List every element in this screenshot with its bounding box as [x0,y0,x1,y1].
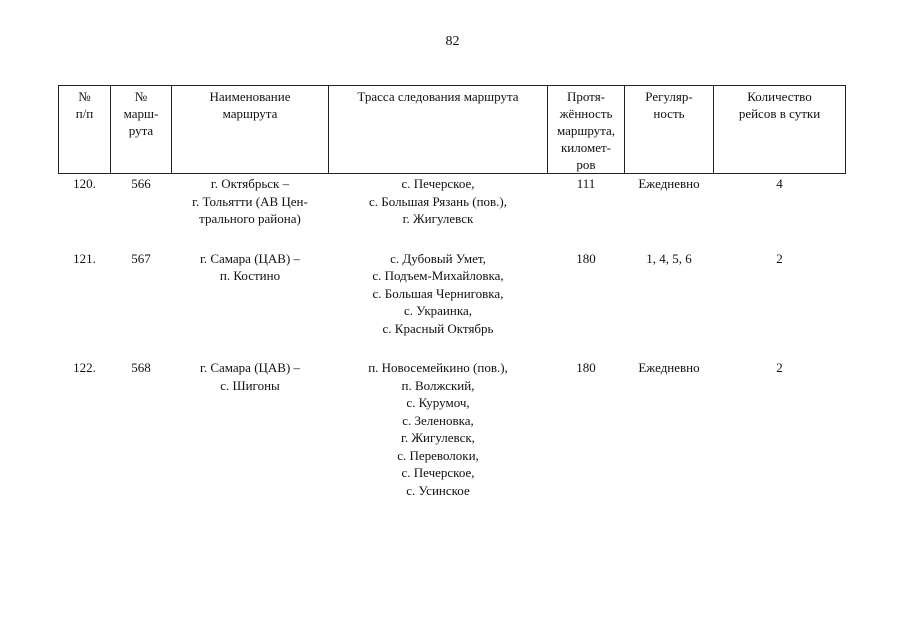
text-line: г. Тольятти (АВ Цен- [192,193,308,209]
row-route-name [172,249,329,359]
text-line: № [134,89,148,104]
header-regularity [625,86,714,174]
text-line: трального района) [199,211,301,226]
table-row [59,358,846,499]
text-line: с. Большая Рязань (пов.), [369,193,507,209]
row-route-path [329,174,548,249]
header-pp [59,86,111,174]
text-line: Трасса следования маршрута [357,89,519,104]
text-line: ность [653,106,685,121]
row-route-name [172,174,329,249]
row-route-name [172,358,329,499]
header-trips-per-day [714,86,846,174]
text-line: г. Октябрьск – [210,176,290,191]
header-route-length [548,86,625,174]
text-line: Наименование [209,89,291,104]
text-line: с. Шигоны [220,377,280,393]
text-line: Количество [747,89,812,104]
page-number: 82 [445,34,460,49]
row-pp: 121. [73,250,96,266]
table-header-row [59,86,846,174]
text-line: с. Подъем-Михайловка, [372,268,504,283]
row-route-length: 180 [576,360,596,375]
text-line: г. Жигулевск [402,211,474,226]
text-line: с. Печерское, [401,465,475,480]
header-route-name [172,86,329,174]
text-line: п/п [75,106,94,121]
row-pp: 122. [73,360,96,375]
text-line: с. Дубовый Умет, [390,250,486,266]
row-regularity: Ежедневно [638,360,700,375]
text-line: с. Усинское [406,482,470,498]
row-regularity: 1, 4, 5, 6 [646,250,692,266]
text-line: километ- [560,140,612,155]
text-line: г. Самара (ЦАВ) – [199,250,301,266]
text-line: п. Костино [219,268,281,283]
row-route-number: 567 [131,250,151,266]
text-line: маршрута [222,106,278,121]
text-line: с. Большая Черниговка, [372,285,504,301]
text-line: марш- [123,106,159,121]
row-route-length: 180 [576,250,596,266]
text-line: с. Красный Октябрь [382,320,494,336]
text-line: с. Курумоч, [406,395,470,410]
text-line: п. Новосемейкино (пов.), [368,360,508,375]
text-line: ров [576,157,596,172]
text-line: маршрута, [556,123,616,138]
row-route-number: 566 [131,176,151,191]
row-trips-per-day: 4 [776,176,783,191]
text-line: с. Переволоки, [397,447,479,463]
row-trips-per-day: 2 [776,250,783,266]
text-line: г. Самара (ЦАВ) – [199,360,301,375]
text-line: п. Волжский, [401,377,475,393]
text-line: с. Украинка, [404,303,472,318]
text-line: рута [128,123,154,138]
row-regularity: Ежедневно [638,176,700,191]
row-pp: 120. [73,176,96,191]
text-line: с. Зеленовка, [402,412,474,428]
row-route-path [329,249,548,359]
text-line: Протя- [566,89,606,104]
row-trips-per-day: 2 [776,360,783,375]
header-route-number [111,86,172,174]
routes-table [58,85,846,499]
text-line: Регуляр- [645,89,693,104]
text-line: № [78,89,91,104]
text-line: с. Печерское, [401,176,475,191]
row-route-number: 568 [131,360,151,375]
header-route-path [329,86,548,174]
table-row [59,249,846,359]
text-line: г. Жигулевск, [401,430,475,445]
table-row [59,174,846,249]
row-route-length: 111 [576,176,596,191]
row-route-path [329,358,548,499]
text-line: рейсов в сутки [738,106,821,121]
text-line: жённость [559,106,613,121]
